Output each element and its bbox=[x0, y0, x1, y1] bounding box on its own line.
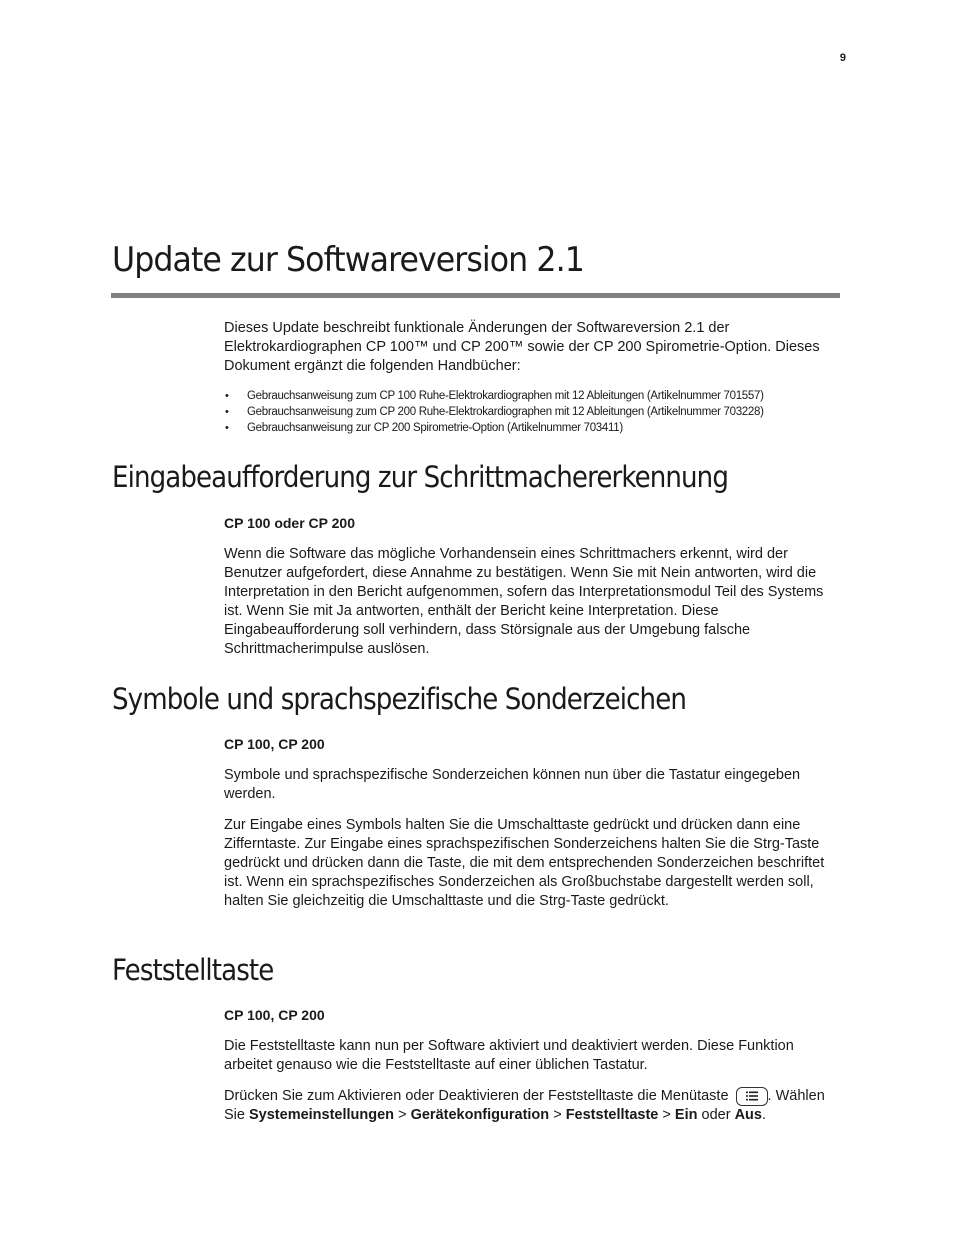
page-title: Update zur Softwareversion 2.1 bbox=[112, 240, 584, 280]
intro-paragraph: Dieses Update beschreibt funktionale Änderungen der Softwareversion 2.1 der Elektrokardiographen CP 100™ und CP 200™ sowie der CP 200 Spirometrie-Option. Dieses Dokument ergänzt die folgenden Handbücher: bbox=[224, 320, 820, 374]
list-item: • Gebrauchsanweisung zum CP 100 Ruhe-Elektrokardiographen mit 12 Ableitungen (Artikelnummer 701557) bbox=[224, 388, 834, 404]
section-body-symbols bbox=[224, 735, 842, 911]
section-heading-capslock: Feststelltaste bbox=[112, 953, 274, 987]
instruction-select: Wählen Sie bbox=[224, 1088, 825, 1123]
title-rule bbox=[111, 293, 840, 298]
section-paragraph: Zur Eingabe eines Symbols halten Sie die Umschalttaste gedrückt und drücken dann eine Zifferntaste. Zur Eingabe eines sprachspezifischen Sonderzeichens halten Sie die Strg-Taste gedrückt und drücken dann die Taste, die mit dem entsprechenden Sonderzeichen beschriftet ist. Wenn ein sprachspezifisches Sonderzeichen als Großbuchstabe dargestellt werden soll, halten Sie gleichzeitig die Umschalttaste und die Strg-Taste gedrückt. bbox=[224, 817, 825, 909]
instruction-lead: Drücken Sie zum Aktivieren oder Deaktivieren der Feststelltaste die Menütaste bbox=[224, 1088, 729, 1104]
section-body-capslock bbox=[224, 1006, 842, 1125]
option-off: Aus bbox=[734, 1107, 762, 1123]
menu-key-icon bbox=[736, 1087, 768, 1106]
page-number: 9 bbox=[839, 52, 846, 64]
option-on: Ein bbox=[674, 1107, 698, 1123]
instruction-paragraph: Drücken Sie zum Aktivieren oder Deaktivieren der Feststelltaste die Menütaste . Wählen Sie Systemeinstellungen > Gerätekonfiguration > Feststelltaste > Ein oder Aus. bbox=[224, 1088, 825, 1123]
section-subheading: CP 100 oder CP 200 bbox=[224, 515, 356, 531]
list-item: • Gebrauchsanweisung zum CP 200 Ruhe-Elektrokardiographen mit 12 Ableitungen (Artikelnummer 703228) bbox=[224, 404, 834, 420]
section-paragraph: Symbole und sprachspezifische Sonderzeichen können nun über die Tastatur eingegeben werden. bbox=[224, 767, 801, 802]
section-heading-symbols: Symbole und sprachspezifische Sonderzeichen bbox=[112, 682, 687, 716]
list-item: • Gebrauchsanweisung zur CP 200 Spirometrie-Option (Artikelnummer 703411) bbox=[224, 420, 834, 436]
section-subheading: CP 100, CP 200 bbox=[224, 1007, 325, 1023]
menu-path-device-config: Gerätekonfiguration bbox=[410, 1107, 550, 1123]
section-subheading: CP 100, CP 200 bbox=[224, 736, 325, 752]
section-heading-pacemaker: Eingabeaufforderung zur Schrittmachererkennung bbox=[112, 460, 728, 494]
manual-list bbox=[224, 388, 834, 436]
intro-paragraph-block bbox=[224, 319, 842, 376]
menu-path-caps-lock: Feststelltaste bbox=[565, 1107, 659, 1123]
section-paragraph: Die Feststelltaste kann nun per Software aktiviert und deaktiviert werden. Diese Funktion arbeitet genauso wie die Feststelltaste auf einer üblichen Tastatur. bbox=[224, 1038, 794, 1073]
section-body-pacemaker bbox=[224, 514, 842, 659]
section-paragraph: Wenn die Software das mögliche Vorhandensein eines Schrittmachers erkennt, wird der Benutzer aufgefordert, diese Annahme zu bestätigen. Wenn Sie mit Nein antworten, wird die Interpretation in den Bericht aufgenommen, sofern das Interpretationsmodul Teil des Systems ist. Wenn Sie mit Ja antworten, enthält der Bericht keine Interpretation. Diese Eingabeaufforderung soll verhindern, dass Störsignale aus der Umgebung falsche Schrittmacherimpulse auslösen. bbox=[224, 546, 824, 657]
menu-path-system-settings: Systemeinstellungen bbox=[249, 1107, 395, 1123]
